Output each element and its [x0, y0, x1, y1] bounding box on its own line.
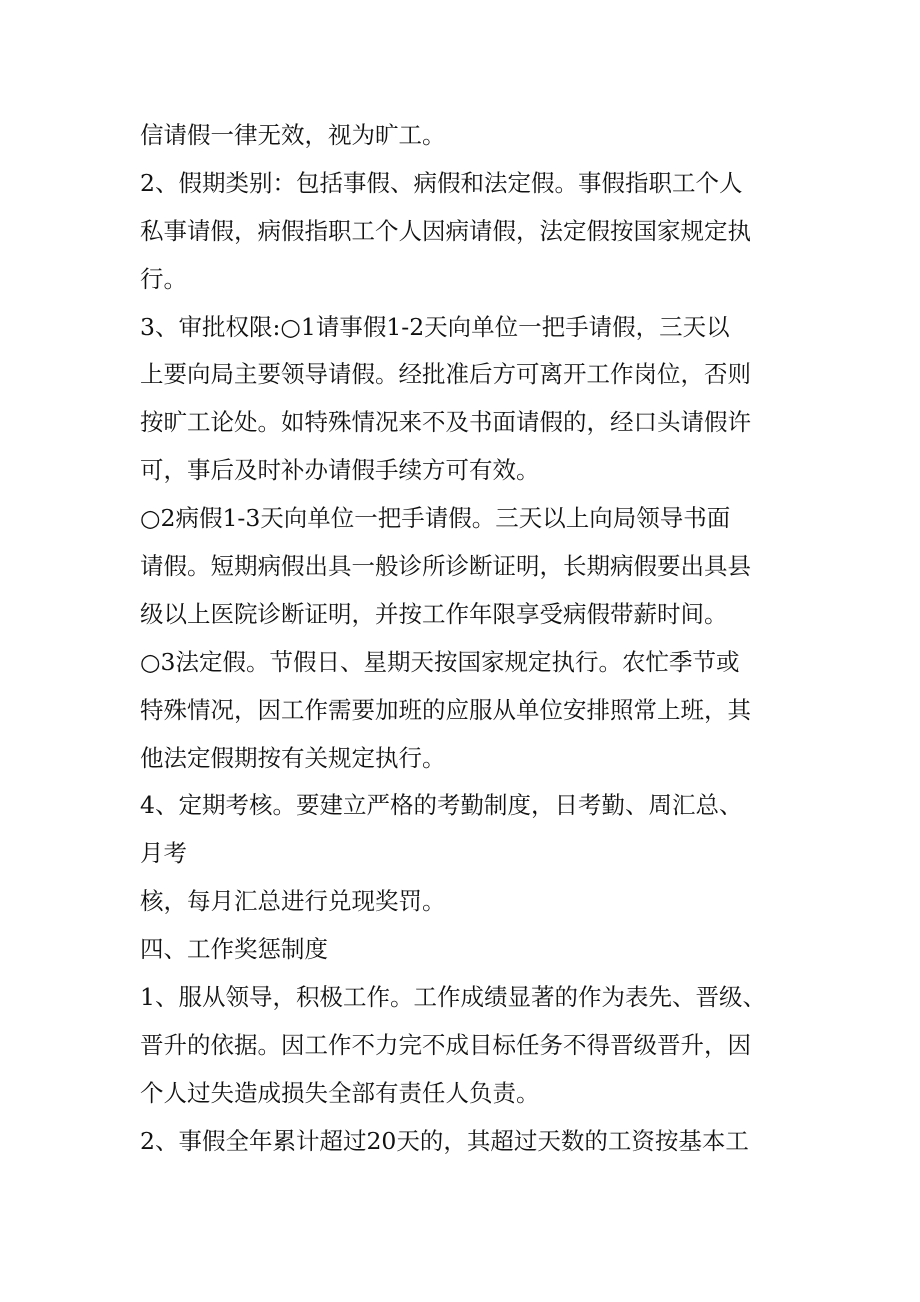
text-line: 1、服从领导，积极工作。工作成绩显著的作为表先、晋级、: [140, 983, 766, 1012]
text-line: 晋升的依据。因工作不力完不成目标任务不得晋级晋升，因: [140, 1030, 751, 1059]
text-line: 月考: [140, 839, 187, 868]
text-line: 4、定期考核。要建立严格的考勤制度，日考勤、周汇总、: [140, 791, 743, 820]
text-line: 可，事后及时补办请假手续方可有效。: [140, 456, 540, 485]
document-body: [140, 112, 800, 1166]
text-line: 2、假期类别：包括事假、病假和法定假。事假指职工个人: [140, 168, 743, 197]
text-line: 3、审批权限:○1请事假1-2天向单位一把手请假，三天以: [140, 312, 730, 341]
text-line: 上要向局主要领导请假。经批准后方可离开工作岗位，否则: [140, 360, 751, 389]
text-line: ○2病假1-3天向单位一把手请假。三天以上向局领导书面: [140, 504, 731, 533]
text-line: 私事请假，病假指职工个人因病请假，法定假按国家规定执: [140, 216, 751, 245]
text-line: 级以上医院诊断证明，并按工作年限享受病假带薪时间。: [140, 599, 728, 628]
text-line: 他法定假期按有关规定执行。: [140, 743, 446, 772]
section-heading: 四、工作奖惩制度: [140, 935, 328, 964]
text-line: 行。: [140, 264, 187, 293]
text-line: 核，每月汇总进行兑现奖罚。: [140, 887, 446, 916]
text-line: ○3法定假。节假日、星期天按国家规定执行。农忙季节或: [140, 647, 740, 676]
text-line: 按旷工论处。如特殊情况来不及书面请假的，经口头请假许: [140, 408, 751, 437]
text-line: 信请假一律无效，视为旷工。: [140, 121, 446, 149]
text-line: 特殊情况，因工作需要加班的应服从单位安排照常上班，其: [140, 695, 751, 724]
text-line: 个人过失造成损失全部有责任人负责。: [140, 1078, 540, 1107]
text-line: 2、事假全年累计超过20天的，其超过天数的工资按基本工: [140, 1126, 749, 1155]
text-line: 请假。短期病假出具一般诊所诊断证明，长期病假要出具县: [140, 552, 751, 581]
